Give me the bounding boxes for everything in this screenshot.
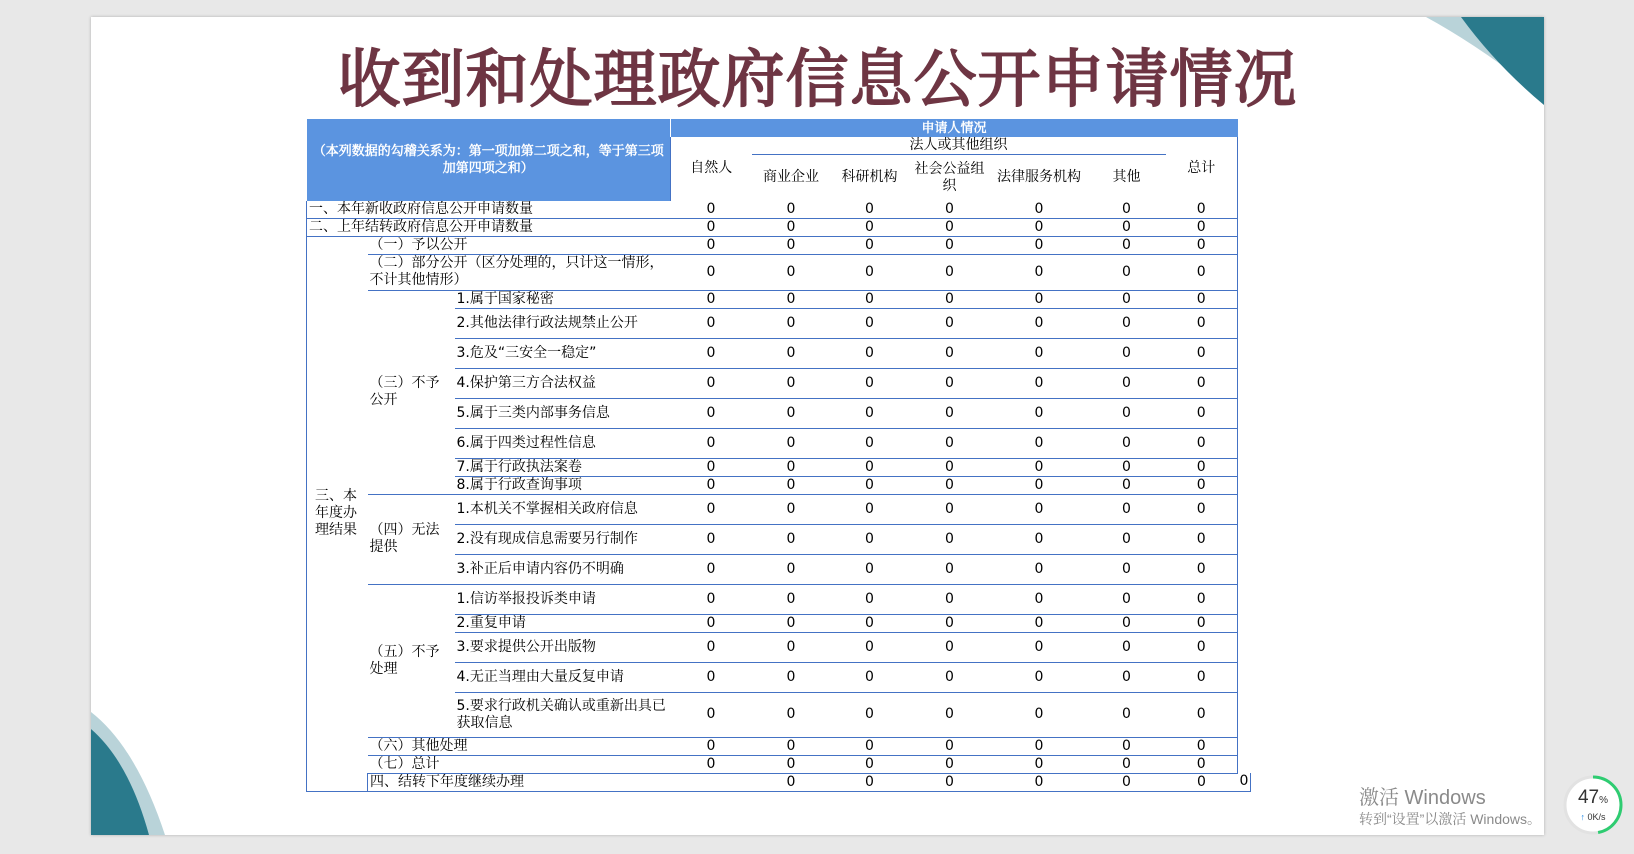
cell: 0: [1088, 554, 1166, 584]
cell: 0: [831, 308, 909, 338]
slide: [91, 17, 1544, 835]
cell: 0: [991, 692, 1088, 737]
cell: 0: [991, 773, 1088, 791]
cell: 0: [752, 494, 831, 524]
cell: 0: [671, 692, 752, 737]
row-label: （一）予以公开: [368, 236, 671, 254]
cell: 0: [909, 632, 991, 662]
header-natural-person: 自然人: [671, 137, 752, 201]
cell: 0: [752, 201, 831, 219]
cell: 0: [831, 524, 909, 554]
cell: 0: [752, 773, 831, 791]
cell: 0: [1166, 308, 1238, 338]
cell: 0: [991, 476, 1088, 494]
cell: 0: [671, 524, 752, 554]
cell: 0: [831, 584, 909, 614]
cell: 0: [1088, 236, 1166, 254]
cell: 0: [909, 458, 991, 476]
cell: 0: [1088, 584, 1166, 614]
row-label: （七）总计: [368, 755, 671, 773]
item-label: 5.属于三类内部事务信息: [455, 398, 671, 428]
cell: 0: [1088, 368, 1166, 398]
cell: 0: [752, 428, 831, 458]
cell: 0: [1166, 773, 1238, 791]
cell: 0: [752, 476, 831, 494]
cell: 0: [831, 494, 909, 524]
cell: 0: [1166, 662, 1238, 692]
cell: 0: [991, 584, 1088, 614]
cell: 0: [752, 254, 831, 290]
cell: 0: [752, 308, 831, 338]
cell: 0: [671, 632, 752, 662]
cell: 0: [1166, 755, 1238, 773]
badge-speed: [1563, 812, 1623, 822]
cell: 0: [1088, 218, 1166, 236]
cell: 0: [1166, 290, 1238, 308]
cell: 0: [752, 218, 831, 236]
cell: 0: [831, 614, 909, 632]
percent-unit: %: [1599, 795, 1609, 806]
item-label: 7.属于行政执法案卷: [455, 458, 671, 476]
header-other: 其他: [1088, 155, 1166, 201]
cell: 0: [671, 458, 752, 476]
cell: 0: [1088, 773, 1166, 791]
cell: 0: [831, 554, 909, 584]
speed-value: 0K/s: [1587, 812, 1606, 822]
cell: 0: [1166, 428, 1238, 458]
cell: 0: [752, 368, 831, 398]
cell: 0: [752, 755, 831, 773]
cell: 0: [831, 428, 909, 458]
item-label: 4.保护第三方合法权益: [455, 368, 671, 398]
header-applicant: 申请人情况: [671, 119, 1238, 137]
cell: 0: [1088, 614, 1166, 632]
cell: 0: [831, 476, 909, 494]
cell: 0: [991, 398, 1088, 428]
item-label: 1.信访举报投诉类申请: [455, 584, 671, 614]
cell: 0: [1088, 254, 1166, 290]
cell: 0: [991, 662, 1088, 692]
statistics-table: [306, 119, 1251, 792]
cell: 0: [1166, 632, 1238, 662]
cell: 0: [671, 494, 752, 524]
cell: 0: [1088, 338, 1166, 368]
item-label: 8.属于行政查询事项: [455, 476, 671, 494]
cell: 0: [1166, 338, 1238, 368]
cell: 0: [831, 236, 909, 254]
cell: 0: [991, 290, 1088, 308]
cell: 0: [831, 458, 909, 476]
item-label: 2.没有现成信息需要另行制作: [455, 524, 671, 554]
cell: 0: [1166, 692, 1238, 737]
cell: 0: [909, 662, 991, 692]
cell: 0: [671, 584, 752, 614]
cell: 0: [831, 632, 909, 662]
item-label: 2.其他法律行政法规禁止公开: [455, 308, 671, 338]
cell: 0: [1088, 458, 1166, 476]
cell: 0: [831, 201, 909, 219]
cell: 0: [1166, 476, 1238, 494]
cell: 0: [909, 476, 991, 494]
cell: 0: [991, 338, 1088, 368]
cell: 0: [991, 254, 1088, 290]
cell: 0: [991, 554, 1088, 584]
cell: 0: [1166, 218, 1238, 236]
cell: 0: [831, 398, 909, 428]
cell: 0: [991, 614, 1088, 632]
network-speed-badge[interactable]: [1563, 775, 1623, 835]
cell: 0: [909, 428, 991, 458]
cell: 0: [909, 755, 991, 773]
cell: 0: [909, 554, 991, 584]
upload-arrow-icon: ↑: [1580, 812, 1585, 822]
cell: 0: [909, 308, 991, 338]
cell: 0: [909, 614, 991, 632]
cell: 0: [991, 201, 1088, 219]
cell: 0: [752, 692, 831, 737]
group-label: （四）无法提供: [368, 494, 455, 584]
cell: 0: [671, 428, 752, 458]
cell: 0: [1166, 458, 1238, 476]
cell: 0: [1088, 398, 1166, 428]
section-3-label: 三、本年度办理结果: [307, 236, 368, 791]
cell: 0: [1088, 428, 1166, 458]
cell: 0: [1088, 201, 1166, 219]
cell: 0: [671, 308, 752, 338]
cell: 0: [752, 554, 831, 584]
cell: 0: [1166, 737, 1238, 755]
header-public-welfare: 社会公益组织: [909, 155, 991, 201]
cell: 0: [991, 308, 1088, 338]
row-label: 一、本年新收政府信息公开申请数量: [307, 201, 671, 219]
cell: 0: [991, 458, 1088, 476]
row-label: （二）部分公开（区分处理的，只计这一情形，不计其他情形）: [368, 254, 671, 290]
watermark-line1: 激活 Windows: [1359, 787, 1486, 809]
item-label: 3.危及“三安全一稳定”: [455, 338, 671, 368]
cell: 0: [909, 218, 991, 236]
header-legal-org: 法人或其他组织: [752, 137, 1166, 155]
item-label: 3.补正后申请内容仍不明确: [455, 554, 671, 584]
item-label: 1.本机关不掌握相关政府信息: [455, 494, 671, 524]
header-research: 科研机构: [831, 155, 909, 201]
cell: 0: [1088, 632, 1166, 662]
cell: 0: [1088, 737, 1166, 755]
cell: 0: [991, 236, 1088, 254]
cell: 0: [909, 584, 991, 614]
item-label: 3.要求提供公开出版物: [455, 632, 671, 662]
cell: 0: [909, 494, 991, 524]
cell: 0: [671, 338, 752, 368]
cell: 0: [1088, 692, 1166, 737]
row-label: （六）其他处理: [368, 737, 671, 755]
header-commercial: 商业企业: [752, 155, 831, 201]
cell: 0: [909, 290, 991, 308]
item-label: 5.要求行政机关确认或重新出具已获取信息: [455, 692, 671, 737]
cell: 0: [1088, 524, 1166, 554]
cell: 0: [909, 398, 991, 428]
cell: 0: [831, 737, 909, 755]
cell: 0: [752, 662, 831, 692]
cell: 0: [671, 368, 752, 398]
cell: 0: [671, 236, 752, 254]
item-label: 2.重复申请: [455, 614, 671, 632]
cell: 0: [1166, 201, 1238, 219]
cell: 0: [1166, 554, 1238, 584]
cell: 0: [831, 773, 909, 791]
cell: 0: [831, 692, 909, 737]
item-label: 6.属于四类过程性信息: [455, 428, 671, 458]
cell: 0: [752, 632, 831, 662]
cell: 0: [831, 290, 909, 308]
cell: 0: [1088, 662, 1166, 692]
cell: 0: [1166, 614, 1238, 632]
cell: 0: [671, 398, 752, 428]
percent-value: 47: [1577, 787, 1600, 808]
cell: 0: [671, 662, 752, 692]
cell: 0: [1088, 308, 1166, 338]
cell: 0: [909, 524, 991, 554]
group-label: （三）不予公开: [368, 290, 455, 494]
cell: 0: [671, 614, 752, 632]
cell: 0: [671, 218, 752, 236]
badge-percent: [1563, 787, 1623, 809]
item-label: 1.属于国家秘密: [455, 290, 671, 308]
cell: 0: [752, 614, 831, 632]
cell: 0: [752, 338, 831, 368]
item-label: 4.无正当理由大量反复申请: [455, 662, 671, 692]
cell: 0: [671, 290, 752, 308]
group-label: （五）不予处理: [368, 584, 455, 737]
cell: 0: [671, 755, 752, 773]
cell: 0: [671, 737, 752, 755]
cell: 0: [671, 254, 752, 290]
cell: 0: [831, 338, 909, 368]
cell: 0: [1166, 494, 1238, 524]
cell: 0: [1166, 236, 1238, 254]
cell: 0: [1166, 368, 1238, 398]
header-legal-service: 法律服务机构: [991, 155, 1088, 201]
cell: 0: [909, 737, 991, 755]
cell: 0: [909, 254, 991, 290]
cell: 0: [991, 737, 1088, 755]
slide-title: 收到和处理政府信息公开申请情况: [337, 42, 1298, 116]
row-label: 四、结转下年度继续办理: [368, 773, 752, 791]
cell: 0: [1238, 773, 1251, 791]
cell: 0: [831, 368, 909, 398]
cell: 0: [1166, 584, 1238, 614]
cell: 0: [1088, 290, 1166, 308]
cell: 0: [991, 368, 1088, 398]
cell: 0: [909, 368, 991, 398]
cell: 0: [752, 524, 831, 554]
cell: 0: [909, 692, 991, 737]
cell: 0: [991, 428, 1088, 458]
header-description: （本列数据的勾稽关系为：第一项加第二项之和，等于第三项加第四项之和）: [307, 119, 671, 201]
cell: 0: [752, 398, 831, 428]
cell: 0: [991, 494, 1088, 524]
watermark-line2: 转到“设置”以激活 Windows。: [1359, 811, 1542, 827]
header-total: 总计: [1166, 137, 1238, 201]
cell: 0: [1166, 524, 1238, 554]
cell: 0: [909, 201, 991, 219]
cell: 0: [991, 632, 1088, 662]
cell: 0: [671, 476, 752, 494]
cell: 0: [752, 458, 831, 476]
cell: 0: [991, 524, 1088, 554]
cell: 0: [1088, 755, 1166, 773]
cell: 0: [831, 254, 909, 290]
cell: 0: [752, 236, 831, 254]
cell: 0: [752, 584, 831, 614]
cell: 0: [831, 662, 909, 692]
cell: 0: [1088, 494, 1166, 524]
cell: 0: [909, 773, 991, 791]
cell: 0: [991, 218, 1088, 236]
table-container: [306, 119, 1251, 792]
cell: 0: [1166, 398, 1238, 428]
windows-activation-watermark: [1359, 786, 1541, 828]
cell: 0: [991, 755, 1088, 773]
cell: 0: [752, 737, 831, 755]
cell: 0: [1088, 476, 1166, 494]
cell: 0: [1166, 254, 1238, 290]
cell: 0: [671, 554, 752, 584]
cell: 0: [831, 755, 909, 773]
row-label: 二、上年结转政府信息公开申请数量: [307, 218, 671, 236]
cell: 0: [831, 218, 909, 236]
cell: 0: [909, 236, 991, 254]
cell: 0: [671, 201, 752, 219]
cell: 0: [752, 290, 831, 308]
cell: 0: [909, 338, 991, 368]
